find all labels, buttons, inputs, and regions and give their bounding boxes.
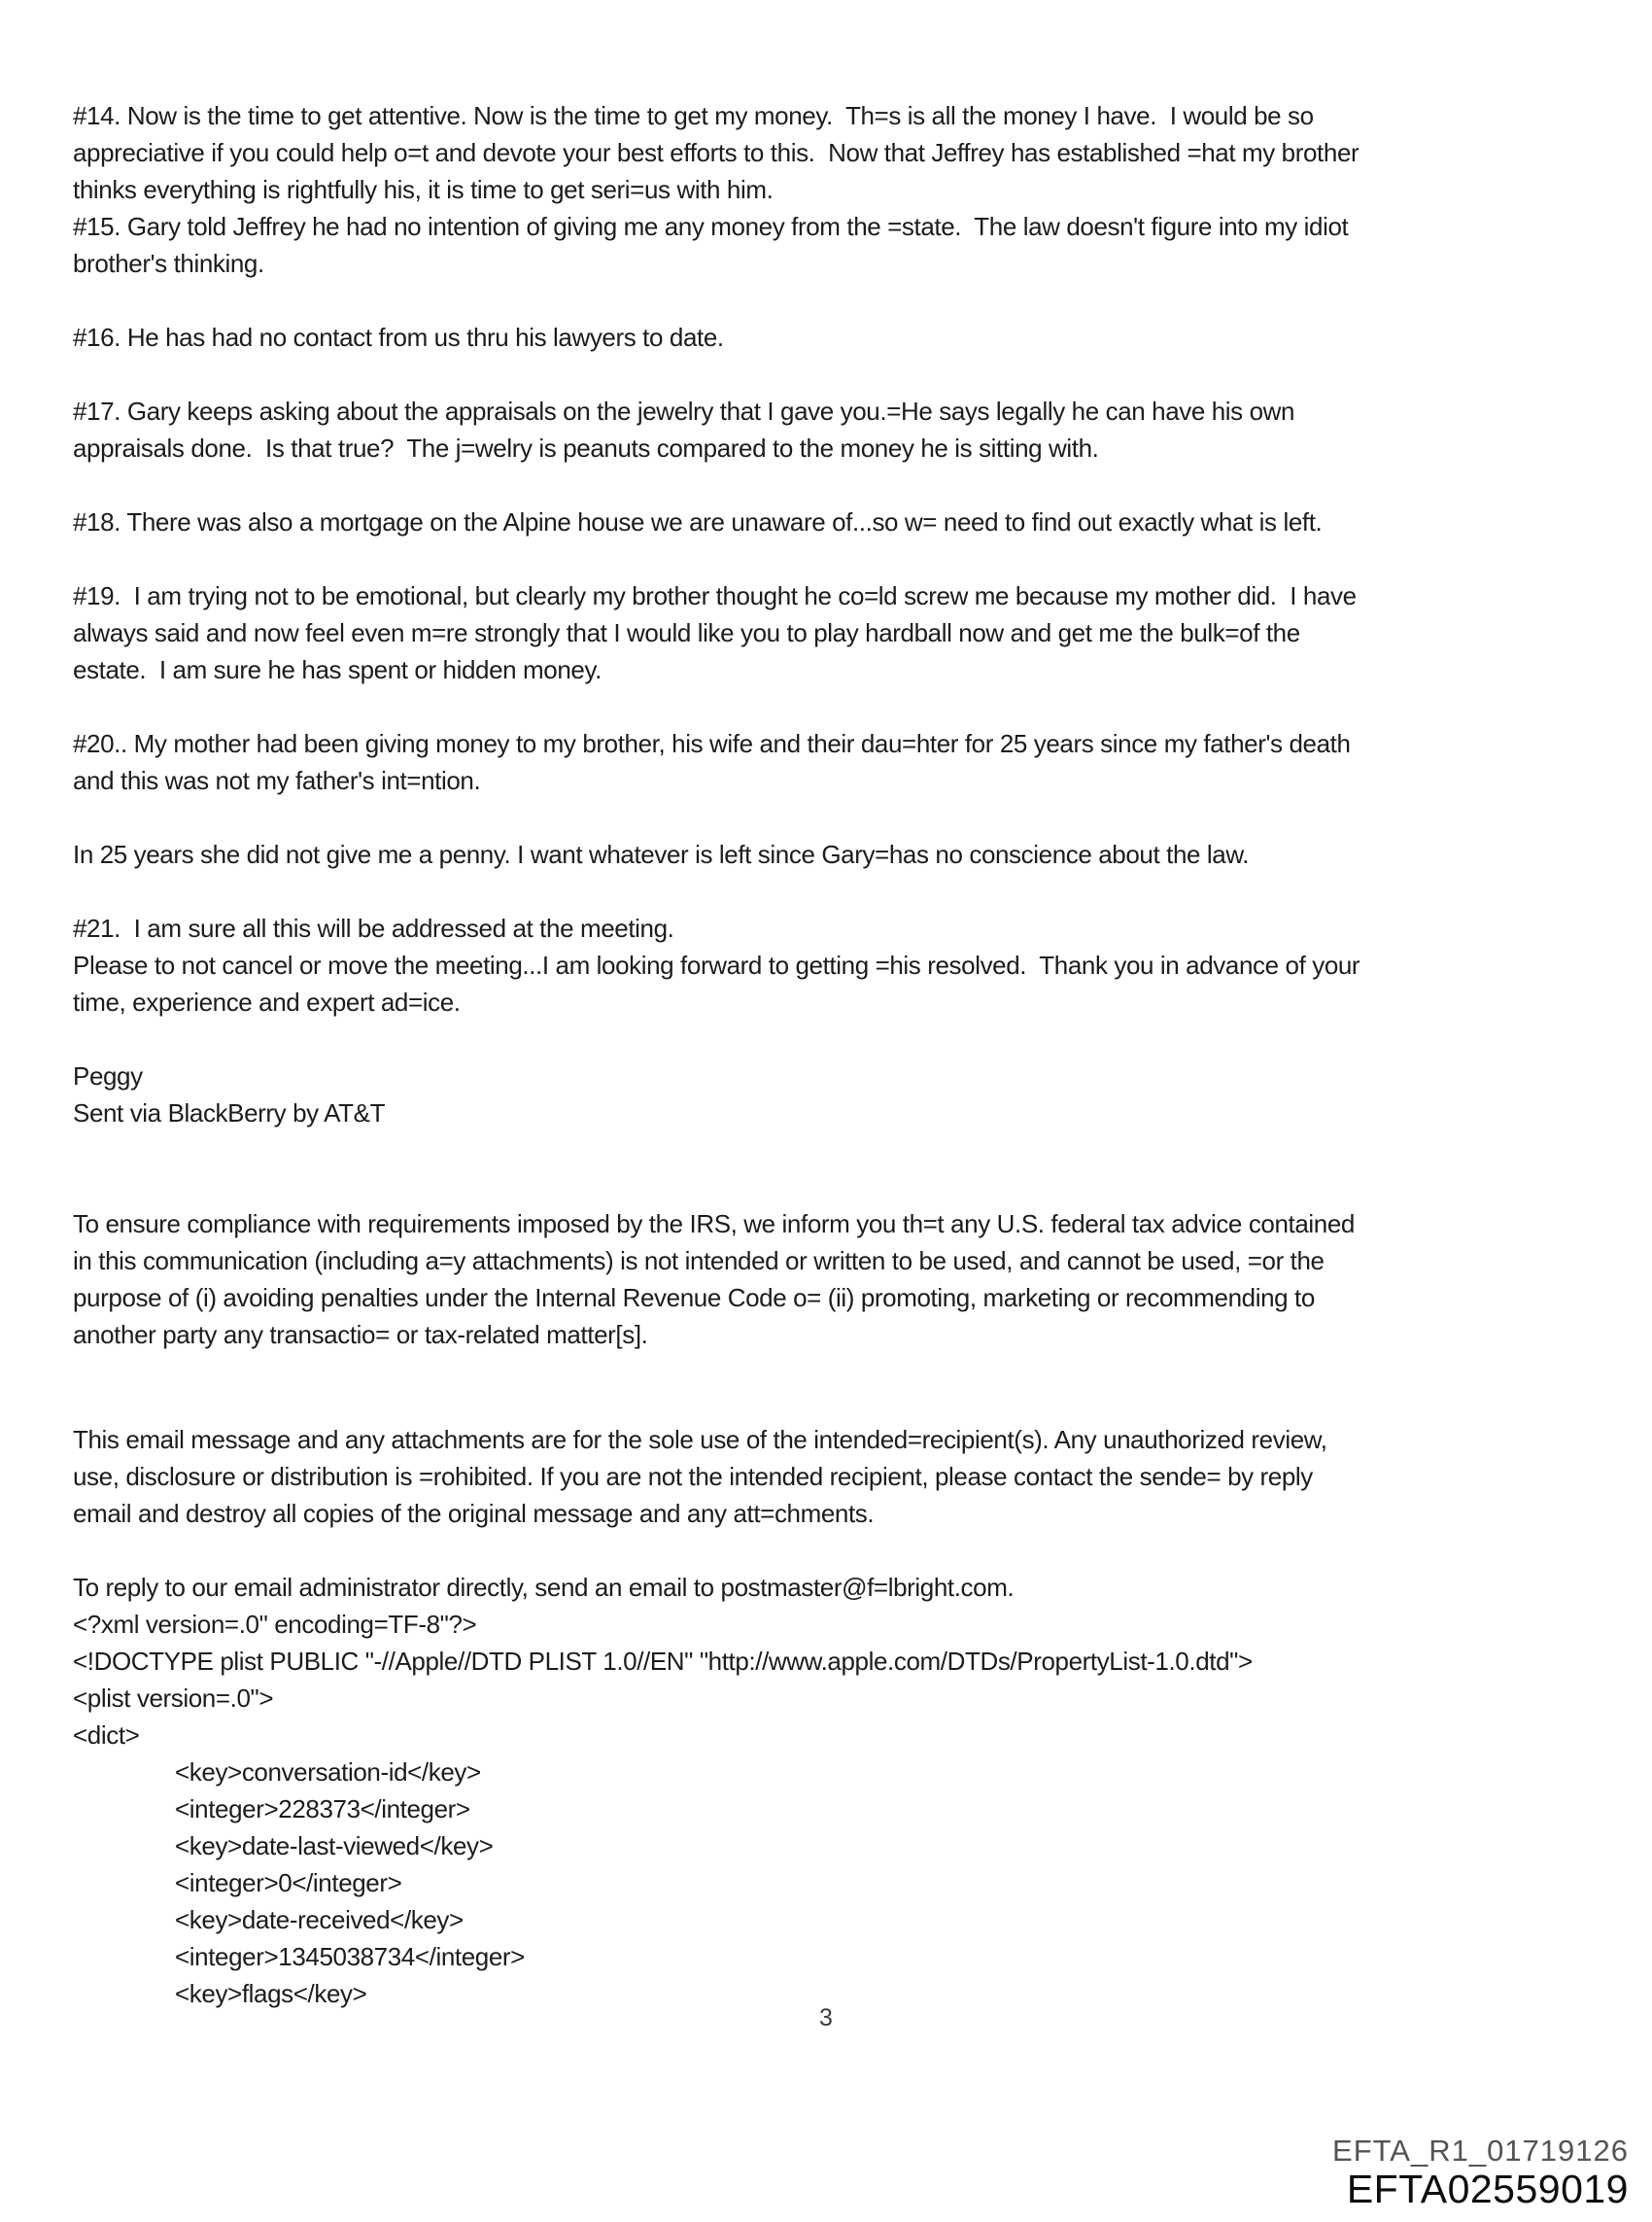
text-line: #21. I am sure all this will be addressed at the meeting. bbox=[73, 914, 674, 943]
page-number: 3 bbox=[819, 2004, 833, 2031]
text-line: In 25 years she did not give me a penny. I want whatever is left since Gary=has no conscience about the law. bbox=[73, 840, 1250, 869]
paragraph-in-25-years bbox=[73, 836, 1623, 873]
text-line: and this was not my father's int=ntion. bbox=[73, 766, 481, 795]
postmaster-and-xml-header bbox=[73, 1569, 1623, 1753]
bates-stamp-gray: EFTA_R1_01719126 bbox=[1332, 2134, 1629, 2168]
text-line: email and destroy all copies of the original message and any att=chments. bbox=[73, 1499, 875, 1528]
paragraph-point-14 bbox=[73, 97, 1623, 208]
text-line: #18. There was also a mortgage on the Alpine house we are unaware of...so w= need to find out exactly what is left. bbox=[73, 507, 1323, 537]
bates-stamps bbox=[1332, 2135, 1629, 2210]
text-line: time, experience and expert ad=ice. bbox=[73, 988, 461, 1017]
bates-stamp-black: EFTA02559019 bbox=[1346, 2167, 1629, 2211]
plist-key-line: <key>date-received</key> bbox=[175, 1905, 464, 1934]
text-line: another party any transactio= or tax-related matter[s]. bbox=[73, 1320, 648, 1349]
text-line: appraisals done. Is that true? The j=welry is peanuts compared to the money he is sitting with. bbox=[73, 434, 1099, 463]
doctype-line: <!DOCTYPE plist PUBLIC "-//Apple//DTD PLIST 1.0//EN" "http://www.apple.com/DTDs/PropertyList-1.0.dtd"> bbox=[73, 1647, 1253, 1676]
email-body bbox=[73, 97, 1623, 2012]
paragraph-point-16 bbox=[73, 319, 1623, 356]
plist-integer-line: <integer>228373</integer> bbox=[175, 1794, 470, 1823]
plist-open-line: <plist version=.0"> bbox=[73, 1684, 274, 1713]
plist-key-line: <key>conversation-id</key> bbox=[175, 1757, 481, 1787]
paragraph-point-21 bbox=[73, 910, 1623, 1021]
irs-disclaimer bbox=[73, 1205, 1623, 1353]
paragraph-point-19 bbox=[73, 577, 1623, 688]
plist-integer-line: <integer>0</integer> bbox=[175, 1868, 402, 1897]
signature-block bbox=[73, 1058, 1623, 1131]
paragraph-point-17 bbox=[73, 393, 1623, 467]
text-line: thinks everything is rightfully his, it is time to get seri=us with him. bbox=[73, 175, 774, 204]
xml-declaration-line: <?xml version=.0" encoding=TF-8"?> bbox=[73, 1610, 477, 1639]
text-line: in this communication (including a=y attachments) is not intended or written to be used, and cannot be used, =or the bbox=[73, 1246, 1325, 1275]
text-line: always said and now feel even m=re strongly that I would like you to play hardball now and get me the bulk=of the bbox=[73, 618, 1300, 647]
text-line: #19. I am trying not to be emotional, but clearly my brother thought he co=ld screw me because my mother did. I have bbox=[73, 581, 1357, 610]
text-line: appreciative if you could help o=t and devote your best efforts to this. Now that Jeffrey has established =hat my brother bbox=[73, 138, 1359, 167]
signature-name: Peggy bbox=[73, 1061, 143, 1091]
text-line: This email message and any attachments are for the sole use of the intended=recipient(s). Any unauthorized review, bbox=[73, 1425, 1327, 1454]
paragraph-point-18 bbox=[73, 503, 1623, 540]
text-line: purpose of (i) avoiding penalties under the Internal Revenue Code o= (ii) promoting, marketing or recommending to bbox=[73, 1283, 1315, 1312]
text-line: #20.. My mother had been giving money to my brother, his wife and their dau=hter for 25 years since my father's death bbox=[73, 729, 1351, 758]
text-line: estate. I am sure he has spent or hidden money. bbox=[73, 655, 602, 684]
text-line: #17. Gary keeps asking about the appraisals on the jewelry that I gave you.=He says legally he can have his own bbox=[73, 397, 1295, 426]
paragraph-point-20 bbox=[73, 725, 1623, 799]
text-line: #16. He has had no contact from us thru his lawyers to date. bbox=[73, 323, 724, 352]
text-line: To reply to our email administrator directly, send an email to postmaster@f=lbright.com. bbox=[73, 1573, 1015, 1602]
text-line: Please to not cancel or move the meeting...I am looking forward to getting =his resolved. Thank you in advance of your bbox=[73, 951, 1360, 980]
plist-key-line: <key>date-last-viewed</key> bbox=[175, 1831, 494, 1860]
paragraph-point-15 bbox=[73, 208, 1623, 282]
sent-via-line: Sent via BlackBerry by AT&T bbox=[73, 1098, 386, 1128]
text-line: use, disclosure or distribution is =rohibited. If you are not the intended recipient, please contact the sende= by reply bbox=[73, 1462, 1313, 1491]
text-line: To ensure compliance with requirements imposed by the IRS, we inform you th=t any U.S. federal tax advice contained bbox=[73, 1209, 1355, 1238]
confidentiality-disclaimer bbox=[73, 1421, 1623, 1532]
text-line: brother's thinking. bbox=[73, 249, 264, 278]
text-line: #15. Gary told Jeffrey he had no intention of giving me any money from the =state. The law doesn't figure into my idiot bbox=[73, 212, 1349, 241]
plist-key-line: <key>flags</key> bbox=[175, 1979, 367, 2008]
plist-integer-line: <integer>1345038734</integer> bbox=[175, 1942, 525, 1971]
plist-entries bbox=[73, 1753, 1623, 2012]
dict-open-line: <dict> bbox=[73, 1720, 140, 1750]
text-line: #14. Now is the time to get attentive. Now is the time to get my money. Th=s is all the money I have. I would be so bbox=[73, 101, 1314, 130]
